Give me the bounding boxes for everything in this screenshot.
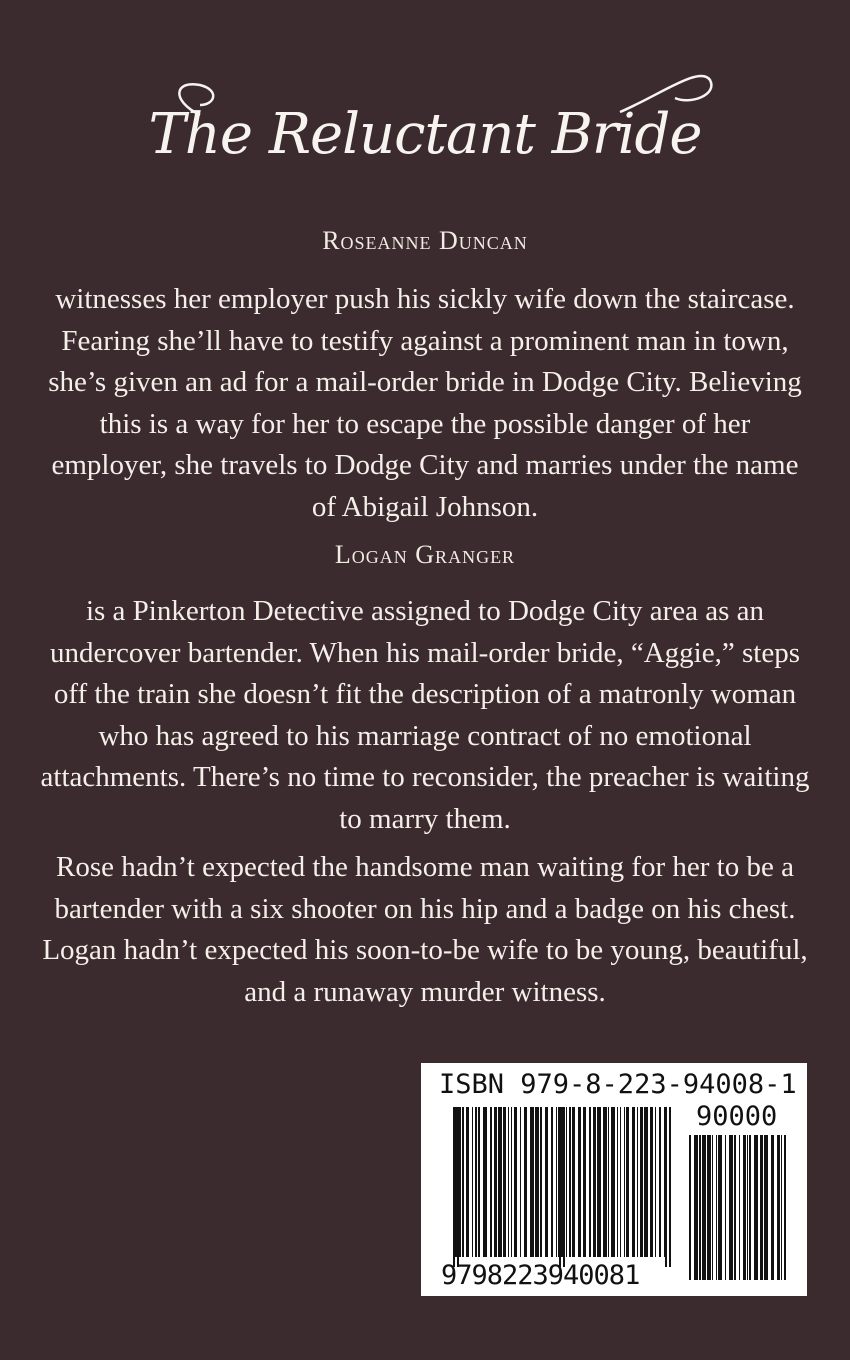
addon-bar xyxy=(771,1135,774,1280)
addon-bar xyxy=(694,1135,698,1280)
ean-bar xyxy=(556,1107,557,1257)
ean-bar xyxy=(617,1107,618,1257)
ean-bar xyxy=(644,1107,648,1257)
ean-bar xyxy=(540,1107,542,1257)
ean-bar xyxy=(490,1107,492,1257)
ean-bar xyxy=(640,1107,643,1257)
addon-bar xyxy=(784,1135,786,1280)
guard-bar xyxy=(559,1107,561,1267)
guard-bar xyxy=(457,1107,459,1267)
ean-bar xyxy=(637,1107,638,1257)
addon-bar xyxy=(712,1135,713,1280)
addon-bar xyxy=(743,1135,746,1280)
ean-bar xyxy=(558,1107,559,1257)
ean-bar xyxy=(503,1107,506,1257)
ean-bar xyxy=(514,1107,517,1257)
ean-bar xyxy=(508,1107,509,1257)
isbn-barcode xyxy=(421,1063,807,1296)
ean-bar xyxy=(566,1107,567,1257)
guard-bar xyxy=(665,1107,667,1267)
ean-bar xyxy=(608,1107,609,1257)
ean-bar xyxy=(530,1107,534,1257)
guard-bar xyxy=(453,1107,455,1267)
addon-bar xyxy=(747,1135,748,1280)
addon-bar xyxy=(754,1135,758,1280)
ean-bar xyxy=(632,1107,635,1257)
ean-bar xyxy=(498,1107,502,1257)
ean-bar xyxy=(620,1107,621,1257)
ean-bar xyxy=(545,1107,548,1257)
ean-bar xyxy=(466,1107,469,1257)
ean-bar xyxy=(494,1107,497,1257)
ean-bar xyxy=(511,1107,512,1257)
ean-bar xyxy=(578,1107,581,1257)
ean-bar xyxy=(551,1107,553,1257)
ean-bar xyxy=(478,1107,480,1257)
addon-bar xyxy=(749,1135,751,1280)
addon-bar xyxy=(718,1135,722,1280)
addon-bar xyxy=(689,1135,691,1280)
ean-bar xyxy=(475,1107,477,1257)
book-title: The Reluctant Bride xyxy=(148,102,702,167)
isbn-label: ISBN 979-8-223-94008-1 xyxy=(439,1069,797,1100)
guard-bar xyxy=(669,1107,671,1267)
character-name-logan: Logan Granger xyxy=(334,540,516,569)
ean-bar xyxy=(535,1107,539,1257)
ean-bar xyxy=(650,1107,653,1257)
ean-bar xyxy=(524,1107,527,1257)
addon-bar xyxy=(699,1135,701,1280)
addon-bar xyxy=(716,1135,717,1280)
ean-bar xyxy=(583,1107,586,1257)
addon-bar xyxy=(781,1135,782,1280)
ean-bar xyxy=(593,1107,596,1257)
ean-bar xyxy=(462,1107,464,1257)
ean-bar xyxy=(569,1107,571,1257)
addon-bar xyxy=(702,1135,706,1280)
addon-bar xyxy=(777,1135,780,1280)
ean-bar xyxy=(472,1107,473,1257)
ean-bar xyxy=(572,1107,575,1257)
paragraph-logan: is a Pinkerton Detective assigned to Dodge City area as an undercover bartender. When his mail-order bride, “Aggie,” steps off the train she doesn’t fit the description of a matronly woman who has agreed to his marriage contract of no emotional attachments. There’s no time to reconsider, the preacher is waiting to marry them. xyxy=(40,595,810,835)
addon-bar xyxy=(707,1135,711,1280)
paragraph-roseanne: witnesses her employer push his sickly wife down the staircase. Fearing she’ll have to testify against a prominent man in town, she’s given an ad for a mail-order bride in Dodge City. Believing this is a way for her to escape the possible danger of her employer, she travels to Dodge City and marries under the name of Abigail Johnson. xyxy=(48,283,802,523)
addon-bar xyxy=(729,1135,733,1280)
paragraph-closing: Rose hadn’t expected the handsome man waiting for her to be a bartender with a six shooter on his hip and a badge on his chest. Logan hadn’t expected his soon-to-be wife to be young, beautiful, and a runaway murder witness. xyxy=(42,851,808,1008)
addon-bar xyxy=(734,1135,736,1280)
ean-bar xyxy=(589,1107,591,1257)
ean-bar xyxy=(520,1107,521,1257)
addon-bar xyxy=(725,1135,726,1280)
guard-bar xyxy=(563,1107,565,1267)
ean-bar xyxy=(659,1107,661,1257)
addon-bar xyxy=(760,1135,763,1280)
addon-bar xyxy=(739,1135,740,1280)
addon-bar xyxy=(764,1135,768,1280)
title-block xyxy=(0,60,850,180)
barcode-addon-number: 90000 xyxy=(696,1101,778,1132)
ean-bar xyxy=(655,1107,656,1257)
ean-bar xyxy=(483,1107,487,1257)
ean-bar xyxy=(624,1107,625,1257)
ean-bar xyxy=(603,1107,607,1257)
character-name-roseanne: Roseanne Duncan xyxy=(322,226,528,255)
ean-bar xyxy=(611,1107,615,1257)
ean-bar xyxy=(626,1107,629,1257)
barcode-ean-number: 9798223940081 xyxy=(441,1260,640,1291)
ean-bar xyxy=(597,1107,601,1257)
